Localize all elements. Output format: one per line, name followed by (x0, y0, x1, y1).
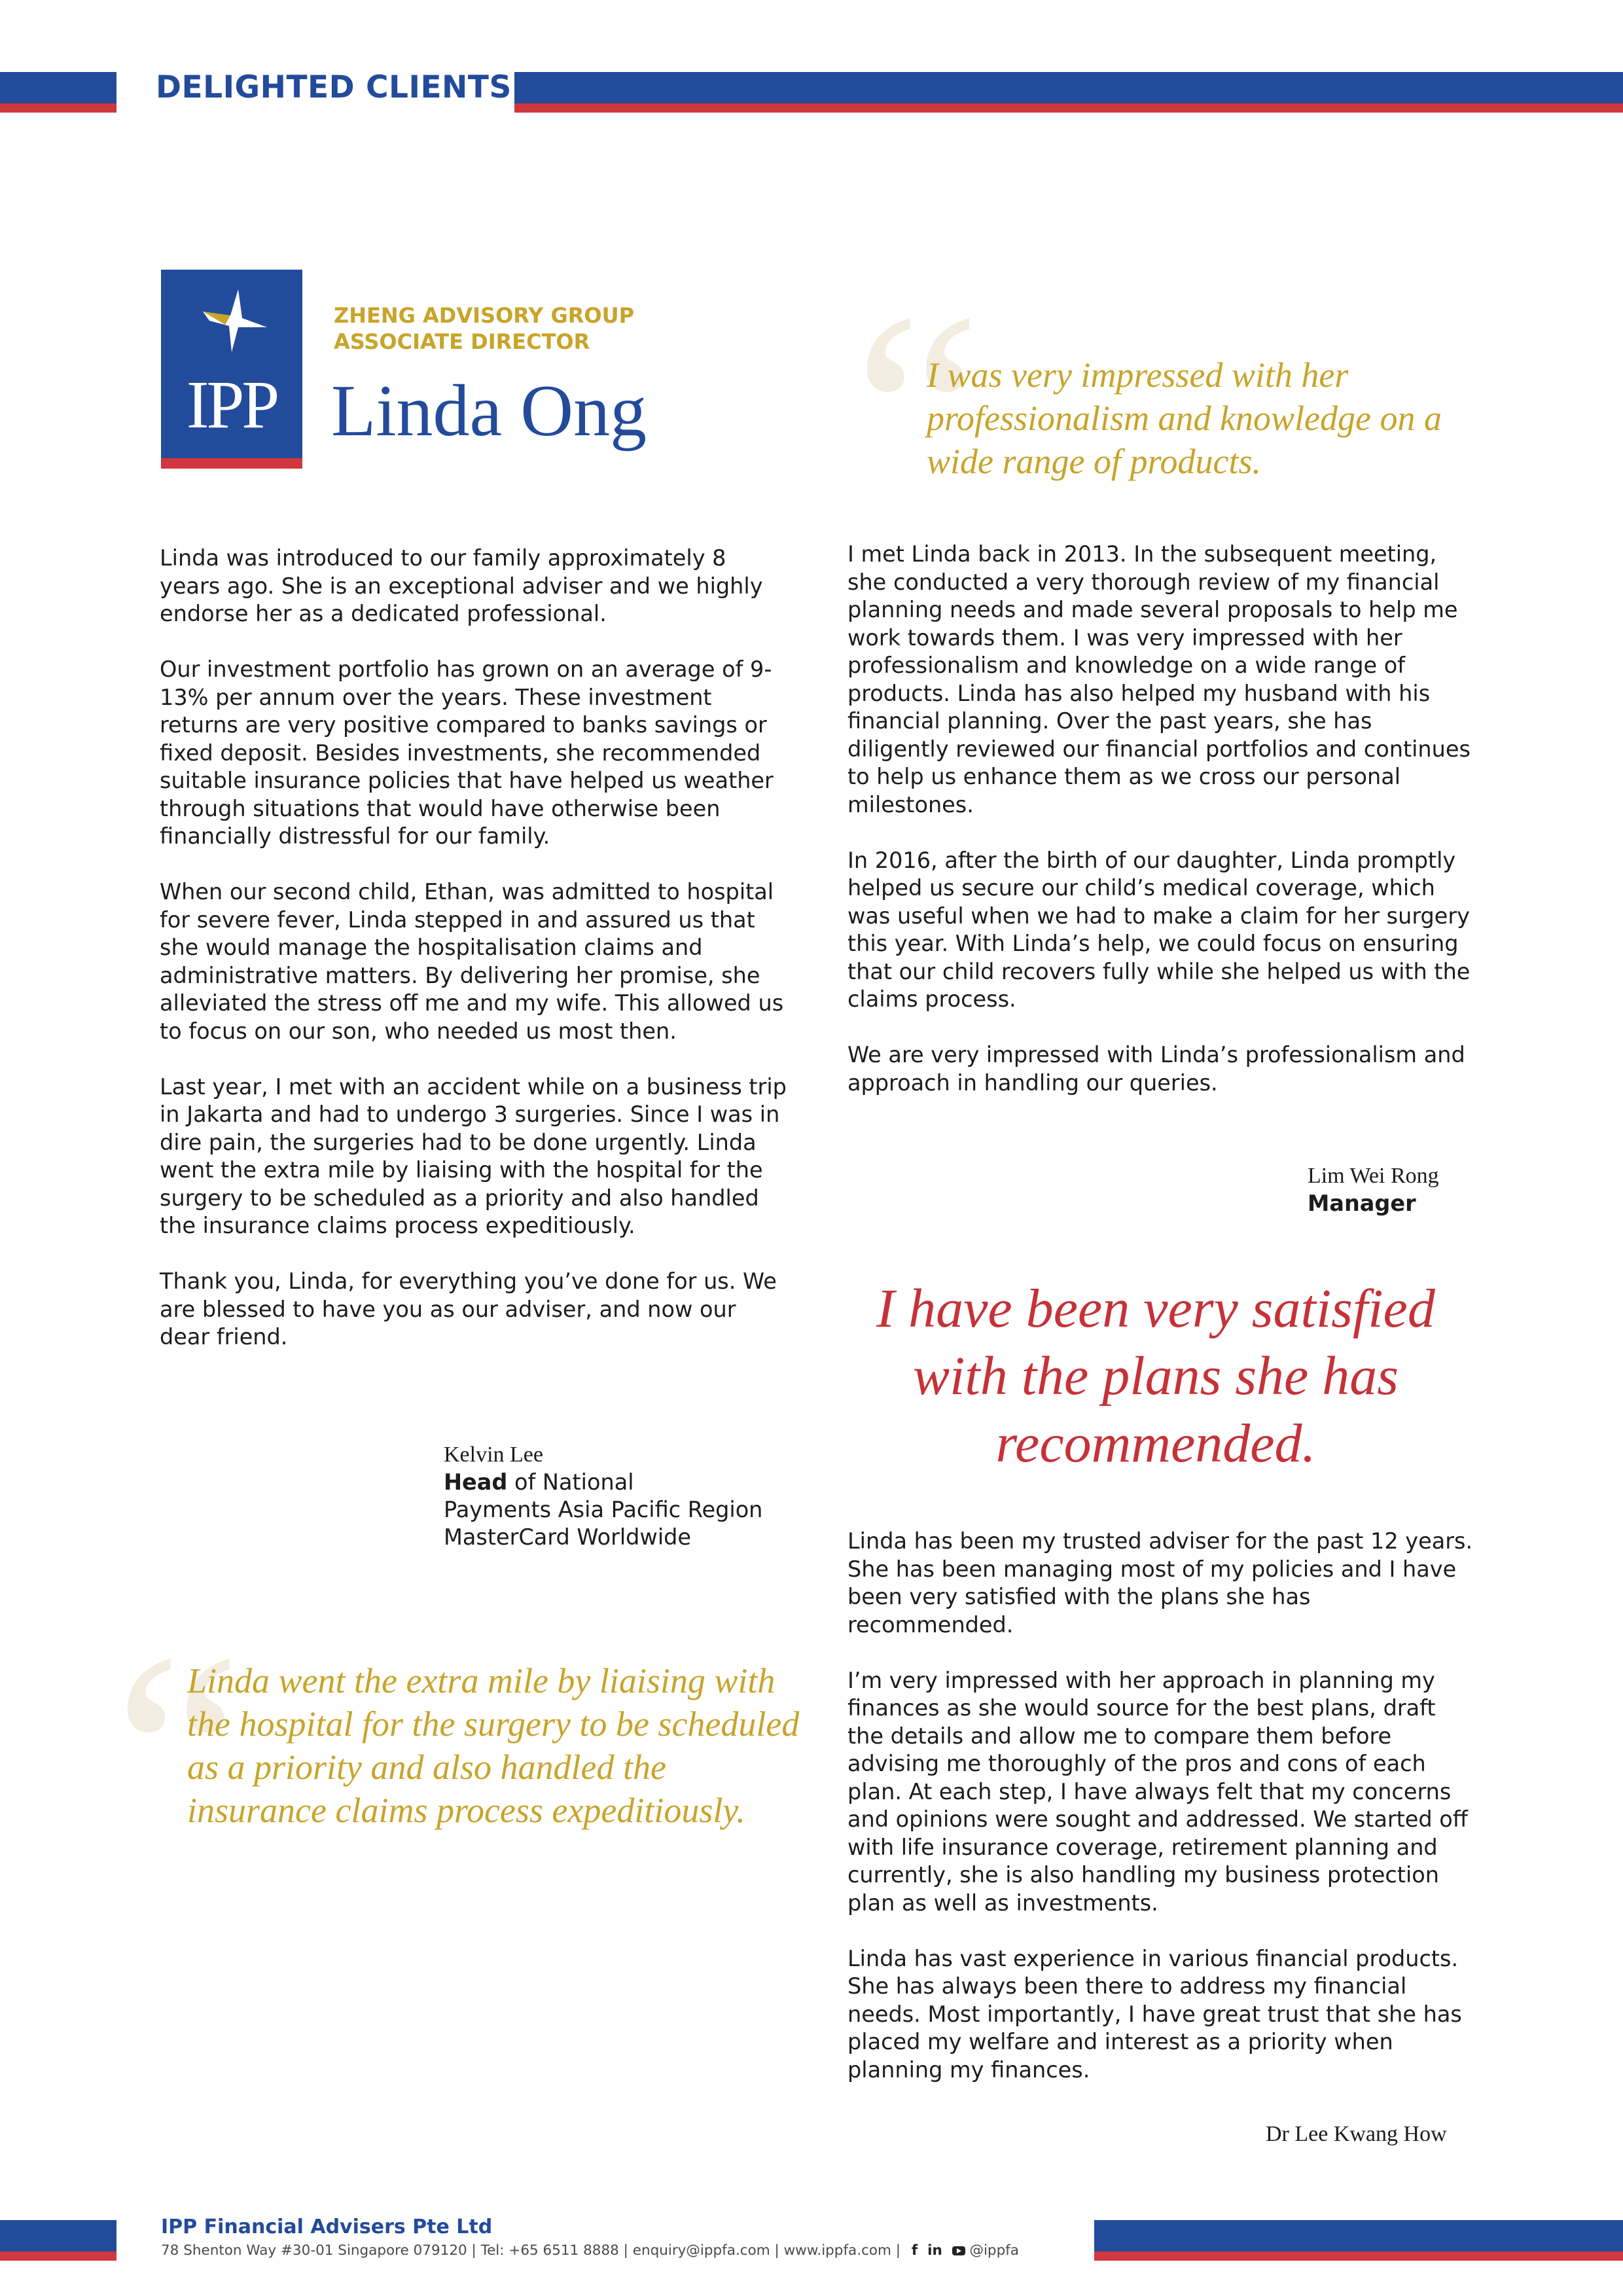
bird-star-icon (199, 284, 271, 356)
adviser-role (334, 302, 634, 355)
adviser-name: Linda Ong (331, 370, 647, 452)
footer-contact (161, 2242, 1019, 2259)
paragraph: Last year, I met with an accident while on a business trip in Jakarta and had to undergo 3 surgeries. Since I was in dire pain, the surgeries had to be done urgently. Linda went the extra mile by liaising with the hospital for the surgery to be scheduled as a priority and also handled the insurance claims process expeditiously. (160, 1073, 787, 1238)
signature-title: Manager (1308, 1191, 1416, 1216)
paragraph: Our investment portfolio has grown on an average of 9-13% per annum over the years. These investment returns are very positive compared to banks savings or fixed deposit. Besides investments, she recommended suitable insurance policies that have helped us weather through situations that would have otherwise been financially distressful for our family. (160, 656, 774, 849)
testimonial-right-1 (847, 541, 1476, 1097)
pull-quote-right: I was very impressed with her professionalism and knowledge on a wide range of products. (927, 355, 1442, 481)
facebook-icon[interactable]: f (911, 2242, 918, 2259)
footer-bar-left (0, 2220, 116, 2261)
paragraph: We are very impressed with Linda’s professionalism and approach in handling our queries. (847, 1042, 1465, 1096)
testimonial-left (160, 545, 788, 1352)
testimonial-right-2 (847, 1528, 1476, 2084)
paragraph: Thank you, Linda, for everything you’ve done for us. We are blessed to have you as our adviser, and now our dear friend. (160, 1268, 777, 1350)
footer-bar-right (1094, 2220, 1623, 2261)
footer-company: IPP Financial Advisers Pte Ltd (161, 2215, 493, 2238)
pull-quote-red: I have been very satisfied with the plans she has recommended. (876, 1278, 1435, 1474)
paragraph: In 2016, after the birth of our daughter, Linda promptly helped us secure our child’s medical coverage, which was useful when we had to make a claim for her surgery this year. With Linda’s help, we could focus on ensuring that our child recovers fully while she helped us with the claims process. (847, 847, 1471, 1012)
social-handle[interactable]: @ippfa (969, 2242, 1019, 2259)
signature-name: Kelvin Lee (444, 1443, 543, 1467)
adviser-title: ASSOCIATE DIRECTOR (334, 329, 590, 354)
paragraph: When our second child, Ethan, was admitted to hospital for severe fever, Linda stepped in and assured us that she would manage the hospitalisation claims and administrative matters. By delivering her promise, she alleviated the stress off me and my wife. This allowed us to focus on our son, who needed us most then. (160, 879, 784, 1044)
adviser-group: ZHENG ADVISORY GROUP (334, 303, 635, 328)
signature-title: Head of National (444, 1469, 634, 1495)
page-title: DELIGHTED CLIENTS (156, 69, 512, 105)
pull-quote-left: Linda went the extra mile by liaising with the hospital for the surgery to be scheduled as a priority and also handled the insurance claims process expeditiously. (187, 1661, 800, 1830)
paragraph: Linda has been my trusted adviser for the past 12 years. She has been managing most of my policies and I have been very satisfied with the plans she has recommended. (847, 1528, 1473, 1638)
paragraph: Linda has vast experience in various financial products. She has always been there to address my financial needs. Most importantly, I have great trust that she has placed my welfare and interest as a priority when planning my finances. (847, 1945, 1462, 2083)
quote-mark-icon: “ (114, 1594, 242, 1913)
paragraph: I’m very impressed with her approach in planning my finances as she would source for the best plans, draft the details and allow me to compare them before advising me thoroughly of the pros and cons of each plan. At each step, I have always felt that my concerns and opinions were sought and addressed. We started off with life insurance coverage, retirement planning and currently, she is also handling my business protection plan as well as investments. (847, 1667, 1468, 1916)
quote-mark-icon: “ (853, 254, 982, 573)
signature-lim (1308, 1162, 1504, 1217)
signature-name: Lim Wei Rong (1308, 1164, 1439, 1188)
header-bar-left (0, 72, 116, 113)
signature-kelvin (444, 1441, 810, 1551)
ipp-logo (161, 270, 302, 469)
paragraph: I met Linda back in 2013. In the subsequent meeting, she conducted a very thorough review of my financial planning needs and made several proposals to help me work towards them. I was very impressed with her professionalism and knowledge on a wide range of products. Linda has also helped my husband with his financial planning. Over the past years, she has diligently reviewed our financial portfolios and continues to help us enhance them as we cross our personal milestones. (847, 541, 1471, 817)
paragraph: Linda was introduced to our family approximately 8 years ago. She is an exceptional adviser and we highly endorse her as a dedicated professional. (160, 545, 763, 626)
signature-lee: Dr Lee Kwang How (1266, 2122, 1447, 2146)
logo-wordmark: IPP (186, 367, 277, 442)
youtube-icon[interactable] (952, 2246, 965, 2255)
signature-line: MasterCard Worldwide (444, 1524, 692, 1550)
header-bar-right (514, 72, 1623, 113)
linkedin-icon[interactable]: in (927, 2242, 942, 2259)
footer-address: 78 Shenton Way #30-01 Singapore 079120 | Tel: +65 6511 8888 | enquiry@ippfa.com | www.ippfa.com | (161, 2242, 901, 2259)
signature-line: Payments Asia Pacific Region (444, 1497, 763, 1522)
